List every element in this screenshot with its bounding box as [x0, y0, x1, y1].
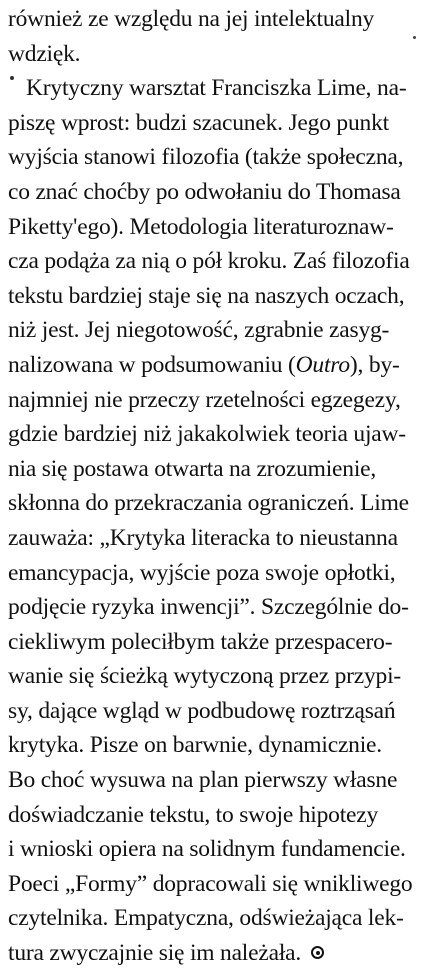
text-segment: nalizowana w podsumowaniu ( [8, 351, 296, 378]
text-segment: tura zwyczajnie się im należała. [8, 940, 302, 967]
text-line: wanie się ścieżką wytyczoną przez przypi- [8, 663, 402, 690]
text-line: gdzie bardziej niż jakakolwiek teoria ujaw- [8, 421, 406, 448]
text-line: Poeci „Formy” dopracowali się wnikliwego [8, 870, 413, 897]
text-line: wdzięk. [8, 40, 81, 67]
end-of-article-icon [311, 946, 324, 959]
paragraph-first-line: Krytyczny warsztat Franciszka Lime, na- [26, 75, 407, 102]
text-line: cza podąża za nią o pół kroku. Zaś filozofia [8, 248, 410, 275]
text-line: najmniej nie przeczy rzetelności egzegezy, [8, 386, 401, 413]
text-line: podjęcie ryzyka inwencji”. Szczególnie do- [8, 594, 409, 621]
text-line: zauważa: „Krytyka literacka to nieustanna [8, 524, 398, 551]
text-line: sy, dające wgląd w podbudowę roztrząsań [8, 697, 396, 724]
text-line-with-italic [8, 348, 420, 383]
text-line: tekstu bardziej staje się na naszych oczach, [8, 282, 405, 309]
text-line: skłonna do przekraczania ograniczeń. Lime [8, 490, 409, 517]
text-line: ciekliwym poleciłbym także przespacero- [8, 628, 393, 655]
last-text-line [8, 936, 420, 971]
italic-title: Outro [295, 351, 350, 378]
text-line: niż jest. Jej niegotowość, zgrabnie zasyg- [8, 317, 390, 344]
text-line: krytyka. Pisze on barwnie, dynamicznie. [8, 732, 382, 759]
text-line: emancypacja, wyjście poza swoje opłotki, [8, 559, 396, 586]
article-text [8, 2, 420, 971]
text-line: Piketty'ego). Metodologia literaturoznaw- [8, 213, 394, 240]
text-line: czytelnika. Empatyczna, odświeżająca lek- [8, 905, 404, 932]
text-line: piszę wprost: budzi szacunek. Jego punkt [8, 109, 389, 136]
text-line: Bo choć wysuwa na plan pierwszy własne [8, 767, 398, 794]
text-line: doświadczanie tekstu, to swoje hipotezy [8, 801, 379, 828]
text-segment: ), by- [349, 351, 400, 378]
text-line: również ze względu na jej intelektualny [8, 6, 375, 32]
text-line: i wnioski opiera na solidnym fundamencie. [8, 836, 406, 863]
text-line: co znać choćby po odwołaniu do Thomasa [8, 178, 401, 205]
text-line: wyjścia stanowi filozofia (także społeczna, [8, 144, 404, 171]
text-line: nia się postawa otwarta na zrozumienie, [8, 455, 377, 482]
